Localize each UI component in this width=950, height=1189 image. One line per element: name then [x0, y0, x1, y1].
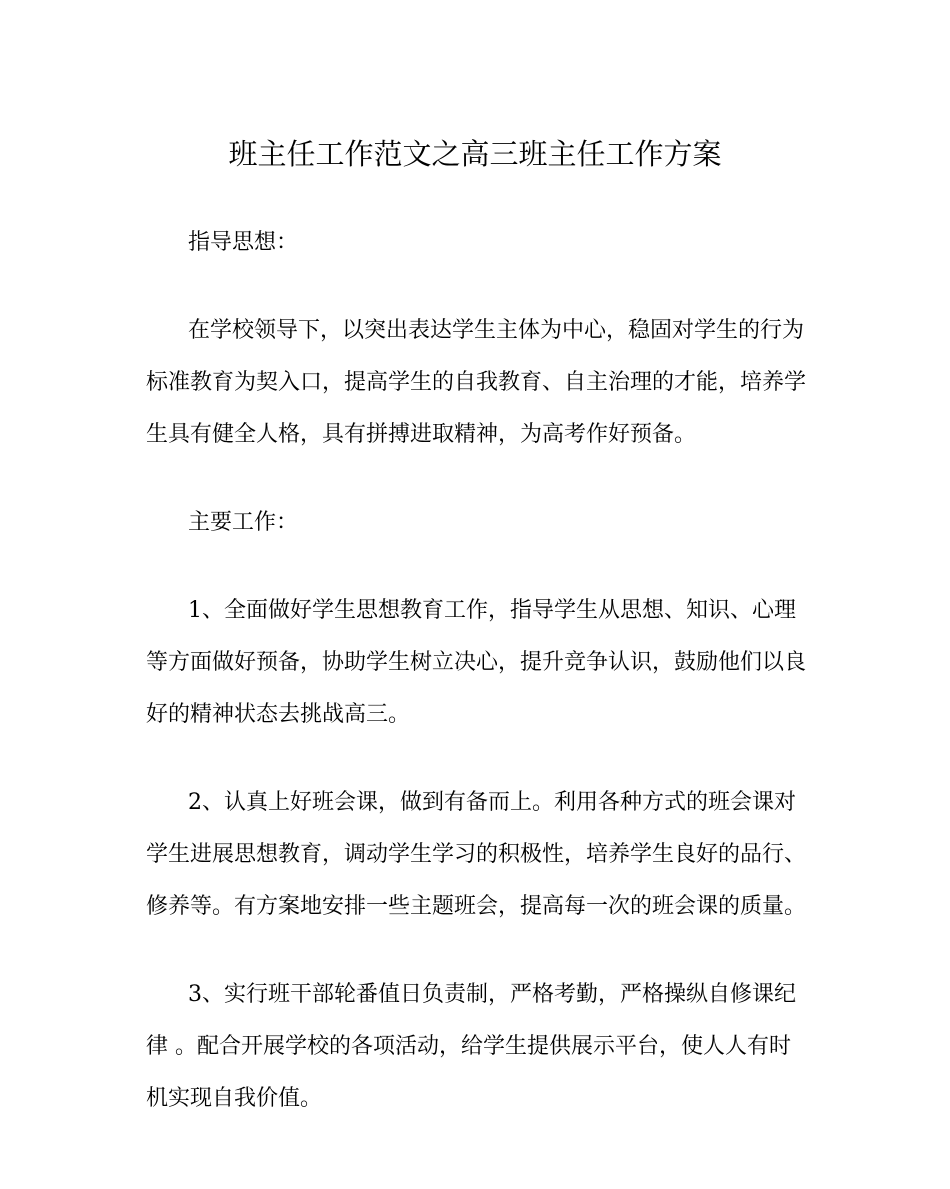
document-title: 班主任工作范文之高三班主任工作方案: [228, 137, 722, 171]
section-heading-guiding-ideology: 指导思想：: [188, 230, 299, 255]
paragraph-work-item-3: 3、实行班干部轮番值日负责制，严格考勤，严格操纵自修课纪律 。配合开展学校的各项活动，给学生提供展示平台，使人人有时机实现自我价值。: [146, 982, 796, 1111]
document-body: [146, 217, 806, 1161]
paragraph-guiding-ideology: 在学校领导下，以突出表达学生主体为中心，稳固对学生的行为标准教育为契入口，提高学生的自我教育、自主治理的才能，培养学生具有健全人格，具有拼搏进取精神，为高考作好预备。: [146, 318, 807, 447]
section-heading-main-work: 主要工作：: [188, 510, 299, 535]
paragraph-work-item-1: 1、全面做好学生思想教育工作，指导学生从思想、知识、心理等方面做好预备，协助学生树立决心，提升竞争认识，鼓励他们以良好的精神状态去挑战高三。: [146, 598, 807, 727]
paragraph-work-item-2: 2、认真上好班会课，做到有备而上。利用各种方式的班会课对学生进展思想教育，调动学生学习的积极性，培养学生良好的品行、修养等。有方案地安排一些主题班会，提高每一次的班会课的质量。: [146, 790, 807, 919]
